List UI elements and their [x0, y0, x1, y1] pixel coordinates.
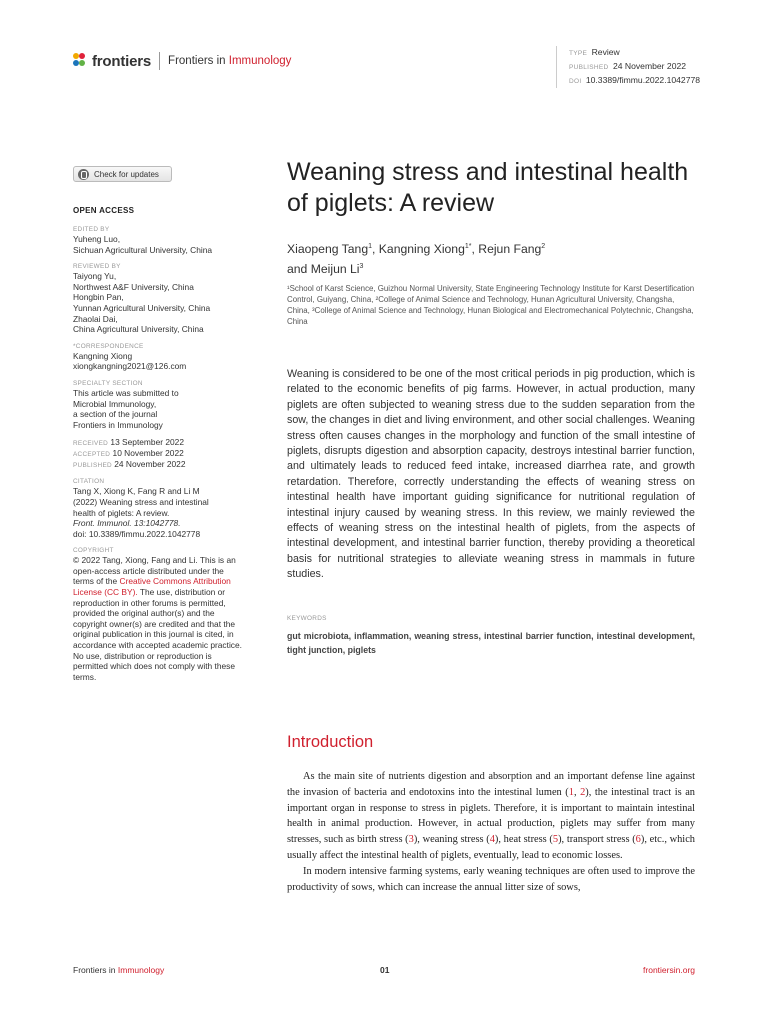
doi-label: DOI: [569, 78, 582, 85]
type-label: TYPE: [569, 50, 588, 57]
journal-title[interactable]: Frontiers in Immunology: [168, 55, 292, 67]
specialty-section: SPECIALTY SECTION This article was submitted to Microbial Immunology, a section of the journal Frontiers in Immunology: [73, 379, 179, 430]
page-footer: [73, 965, 695, 977]
section-heading: Introduction: [287, 733, 374, 751]
journal-header: [73, 50, 291, 72]
paragraph: As the main site of nutrients digestion and absorption and an important defense line against the invasion of bacteria and endotoxins into the intestinal lumen (1, 2), the intestinal tract is an important organ in response to stress in piglets. Therefore, it is important to maintain intestinal health in animal production. However, in actual production, piglets may suffer from many stresses, such as birth stress (3), weaning stress (4), heat stress (5), transport stress (6), etc., which usually affect the intestinal health of piglets, eventually, lead to economic losses.: [287, 771, 695, 861]
brand-name[interactable]: frontiers: [92, 52, 152, 70]
affiliations: ¹School of Karst Science, Guizhou Normal University, State Engineering Technology Institute for Karst Desertification Control, Guiyang, China, ²College of Animal Science and Technology, Hunan Agricultural University, Changsha, China, ³College of Animal Science and Technology, Hunan Biological and Electromechanical Polytechnic, Changsha, China: [287, 284, 695, 326]
keywords-label: KEYWORDS: [287, 615, 327, 622]
reference-link[interactable]: 5: [552, 834, 559, 846]
author[interactable]: Rejun Fang$^2$: [478, 242, 546, 257]
published-value: 24 November 2022: [612, 61, 687, 71]
cc-license-link[interactable]: Creative Commons Attribution License (CC BY).: [73, 576, 231, 598]
article-meta: [556, 46, 700, 88]
footer-journal[interactable]: Frontiers in Immunology: [73, 965, 165, 975]
paragraph: In modern intensive farming systems, early weaning techniques are often used to improve the productivity of sows, which can increase the annual litter size of sows,: [287, 865, 695, 893]
open-access-label: OPEN ACCESS: [73, 206, 135, 215]
update-icon: [78, 169, 89, 180]
correspondence-email[interactable]: xiongkangning2021@126.com: [73, 361, 187, 372]
keywords: gut microbiota, inflammation, weaning stress, intestinal barrier function, intestinal development, tight junction, piglets: [287, 631, 695, 655]
doi-value[interactable]: 10.3389/fimmu.2022.1042778: [585, 75, 701, 85]
correspondence: *CORRESPONDENCE Kangning Xiong xiongkangning2021@126.com: [73, 342, 243, 372]
reference-link[interactable]: 4: [489, 834, 495, 846]
citation: CITATION Tang X, Xiong K, Fang R and Li M (2022) Weaning stress and intestinal health of piglets: A review. Front. Immunol. 13:1042778. doi: 10.3389/fimmu.2022.1042778: [73, 478, 209, 539]
author[interactable]: Kangning Xiong$^{1*}$: [378, 242, 472, 257]
author-list: Xiaopeng Tang$^1$, Kangning Xiong$^{1*}$, Rejun Fang$^2$ and Meijun Li$^3$: [287, 242, 546, 277]
copyright: COPYRIGHT © 2022 Tang, Xiong, Fang and Li. This is an open-access article distributed under the terms of the Creative Commons Attribution License (CC BY). The use, distribution or reproduction in other forums is permitted, provided the original author(s) and the copyright owner(s) are credited and that the original publication in this journal is cited, in accordance with accepted academic practice. No use, distribution or reproduction is permitted which does not comply with these terms.: [73, 547, 242, 682]
reference-link[interactable]: 2: [580, 786, 586, 798]
header-divider: [159, 52, 160, 70]
reference-link[interactable]: 1: [568, 786, 574, 798]
abstract: Weaning is considered to be one of the most critical periods in pig production, which is related to the economic benefits of pig farms. However, in actual production, many piglets are often subjected to weaning stress due to the sudden separation from the sow, the changes in diet and living environment, and other social challenges. Weaning stress often causes changes in the morphology and function of the small intestine of piglets, disrupts digestion and absorption capacity, destroys intestinal barrier function, and ultimately leads to reduced feed intake, increased diarrhea rate, and growth retardation. Therefore, correctly understanding the effects of weaning stress on intestinal health have important guiding significance for nutritional regulation of intestinal injury caused by weaning stress. In this review, we mainly reviewed the effects of weaning stress on the intestinal health of piglets, from the aspects of intestinal development, and intestinal barrier function, thereby providing a theoretical basis for nutritional strategies to alleviate weaning stress in mammals in future studies.: [287, 368, 695, 581]
body-text: [287, 769, 695, 895]
reference-link[interactable]: 6: [635, 834, 641, 846]
page-number: 01: [380, 965, 390, 975]
published-label: PUBLISHED: [569, 64, 609, 71]
author[interactable]: Xiaopeng Tang$^1$: [287, 242, 373, 257]
check-for-updates-button[interactable]: Check for updates: [73, 166, 172, 182]
reference-link[interactable]: 3: [408, 834, 414, 846]
type-value: Review: [591, 47, 620, 57]
edited-by: EDITED BY Yuheng Luo, Sichuan Agricultural University, China: [73, 226, 213, 255]
frontiers-logo-icon: [73, 53, 89, 69]
article-info-sidebar: [73, 225, 243, 689]
reviewed-by: REVIEWED BY Taiyong Yu, Northwest A&F University, China Hongbin Pan, Yunnan Agricultural University, China Zhaolai Dai, China Agricultural University, China: [73, 263, 211, 335]
footer-site-link[interactable]: frontiersin.org: [643, 965, 695, 975]
dates: RECEIVED 13 September 2022 ACCEPTED 10 November 2022 PUBLISHED 24 November 2022: [73, 437, 186, 470]
article-title: Weaning stress and intestinal health of piglets: A review: [287, 158, 689, 217]
author[interactable]: and Meijun Li$^3$: [287, 262, 364, 277]
